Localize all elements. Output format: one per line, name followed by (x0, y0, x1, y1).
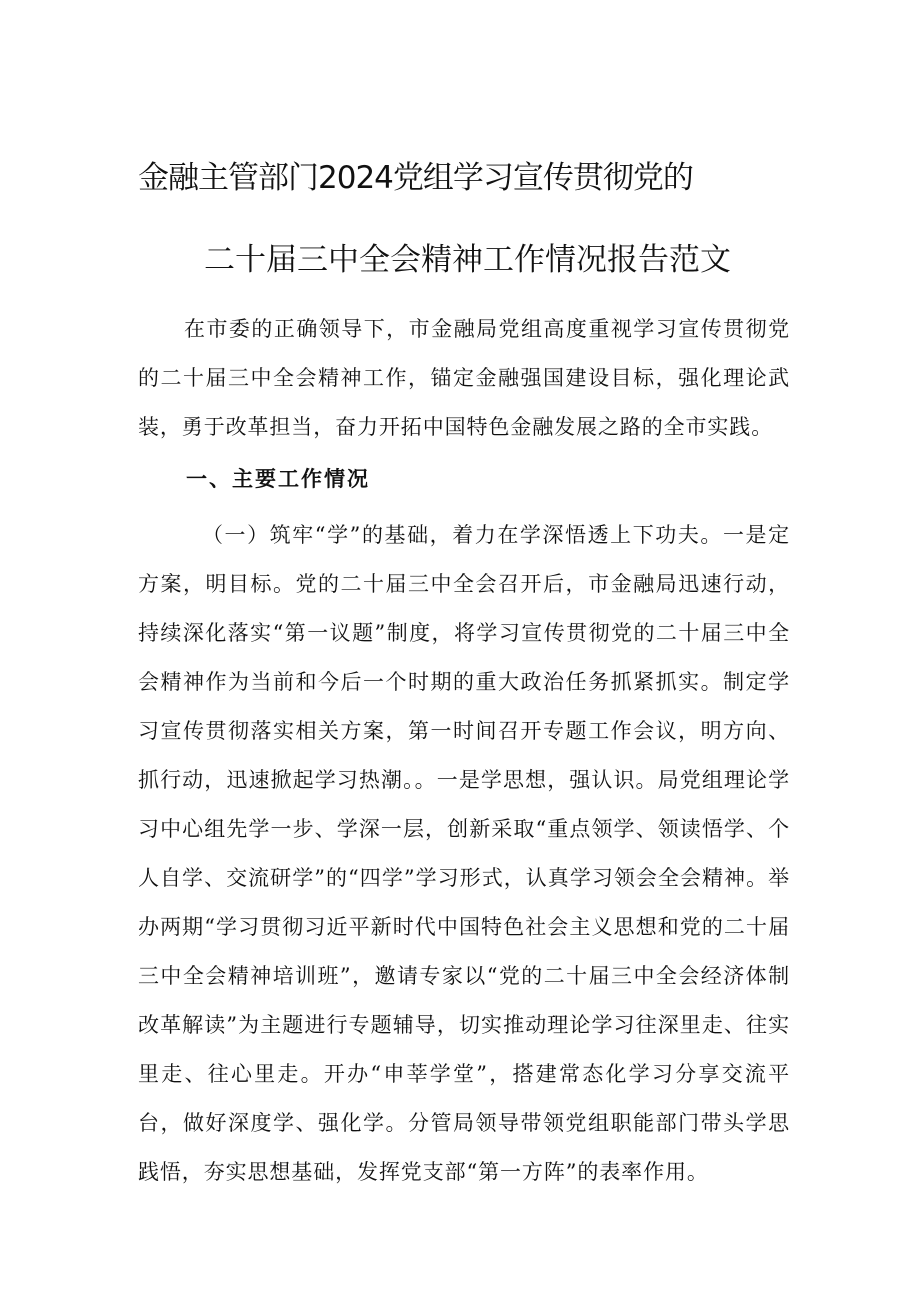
intro-paragraph: 在市委的正确领导下，市金融局党组高度重视学习宣传贯彻党的二十届三中全会精神工作，锚定金融强国建设目标，强化理论武装，勇于改革担当，奋力开拓中国特色金融发展之路的全市实践。 (138, 317, 790, 439)
document-title-line-1: 金融主管部门2024党组学习宣传贯彻党的 (138, 160, 693, 196)
section-heading-main-work: 一、主要工作情况 (186, 466, 370, 491)
document-title-line-2: 二十届三中全会精神工作情况报告范文 (204, 242, 731, 278)
section-paragraph-study-foundation: （一）筑牢“学”的基础，着力在学深悟透上下功夫。一是定方案，明目标。党的二十届三中全会召开后，市金融局迅速行动，持续深化落实“第一议题”制度，将学习宣传贯彻党的二十届三中全会精神作为当前和今后一个时期的重大政治任务抓紧抓实。制定学习宣传贯彻落实相关方案，第一时间召开专题工作会议，明方向、抓行动，迅速掀起学习热潮。。一是学思想，强认识。局党组理论学习中心组先学一步、学深一层，创新采取“重点领学、领读悟学、个人自学、交流研学”的“四学”学习形式，认真学习领会全会精神。举办两期“学习贯彻习近平新时代中国特色社会主义思想和党的二十届三中全会精神培训班”，邀请专家以“党的二十届三中全会经济体制改革解读”为主题进行专题辅导，切实推动理论学习往深里走、往实里走、往心里走。开办“申莘学堂”，搭建常态化学习分享交流平台，做好深度学、强化学。分管局领导带领党组职能部门带头学思践悟，夯实思想基础，发挥党支部“第一方阵”的表率作用。 (138, 523, 790, 1184)
